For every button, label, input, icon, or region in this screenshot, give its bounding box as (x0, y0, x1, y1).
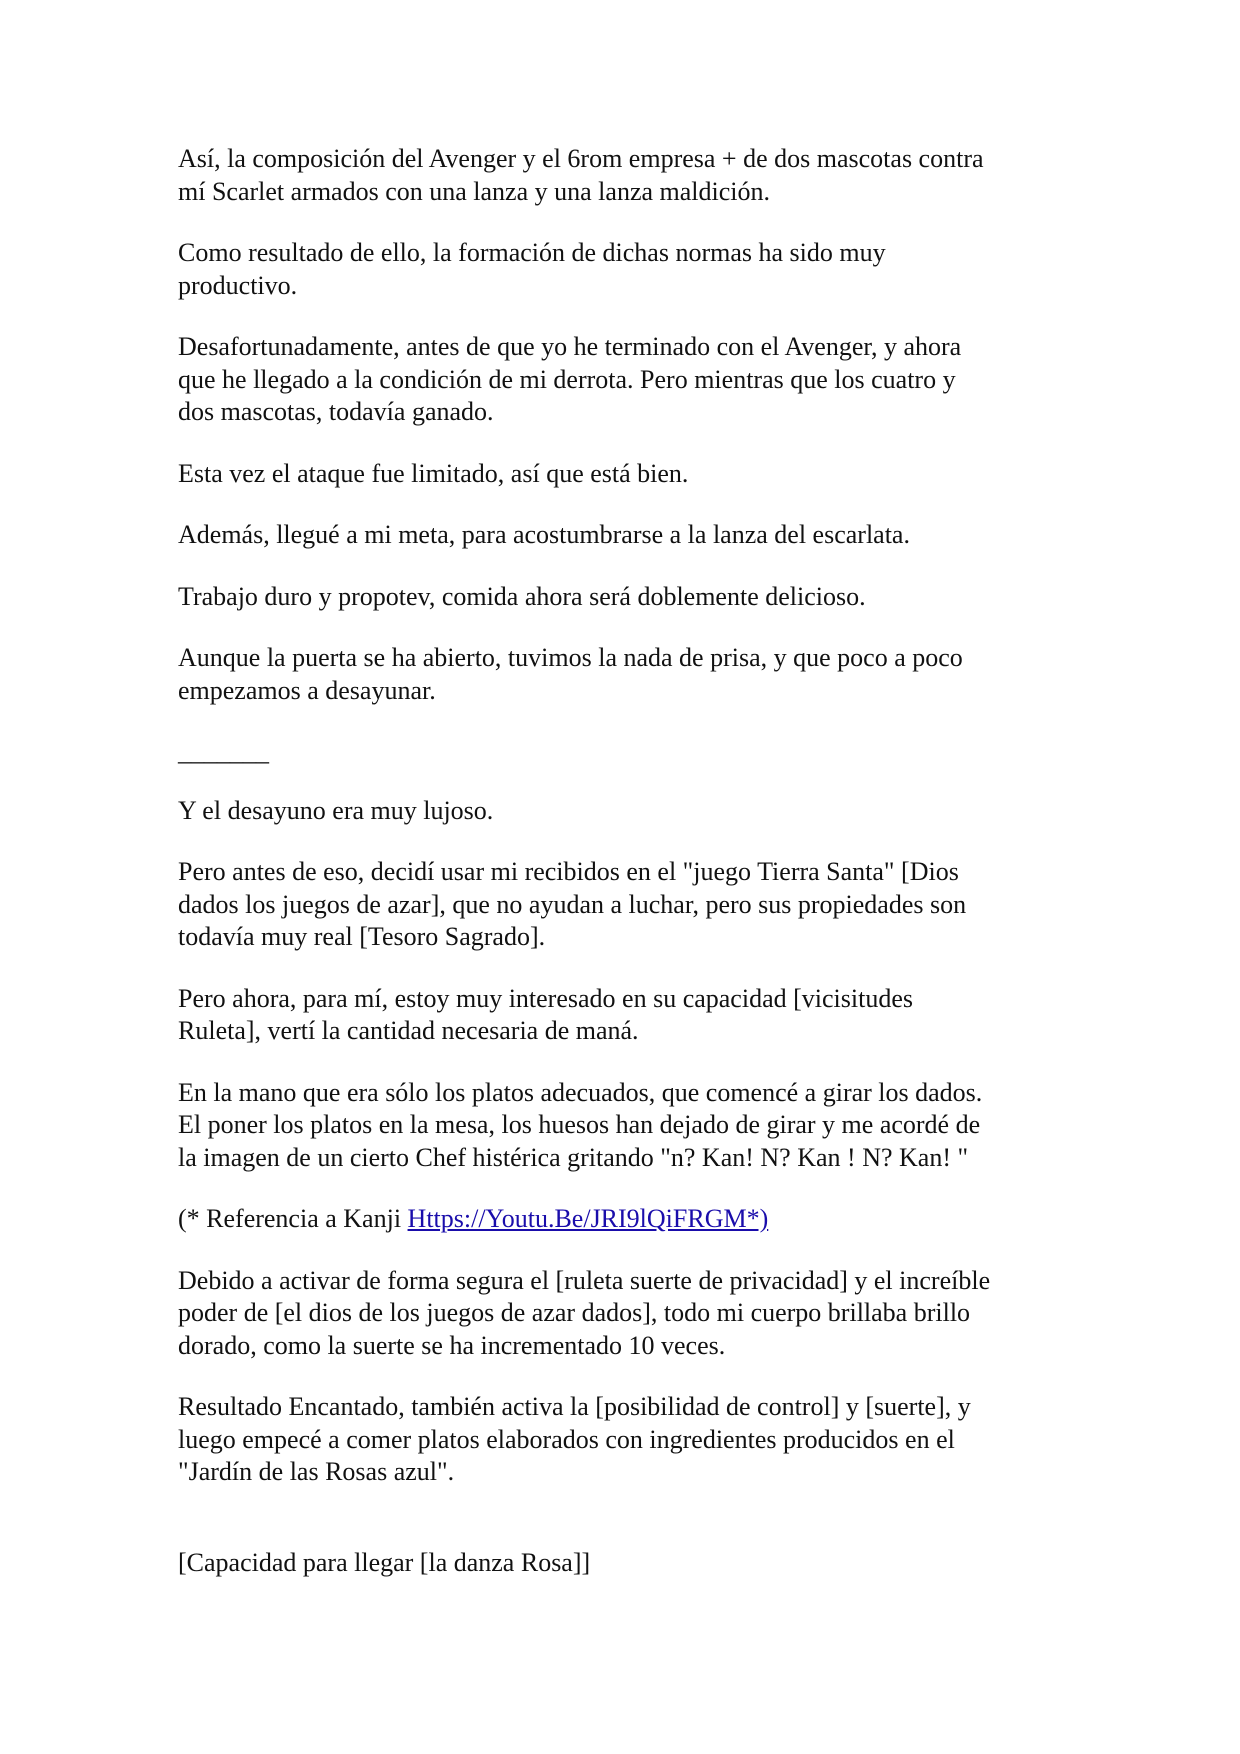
section-heading: [Capacidad para llegar [la danza Rosa]] (178, 1547, 591, 1577)
reference-prefix: (* Referencia a Kanji (178, 1204, 408, 1233)
paragraph: Debido a activar de forma segura el [ruleta suerte de privacidad] y el increíble poder de [el dios de los juegos de azar dados], todo mi cuerpo brillaba brillo dorado, como la suerte se ha incrementado 10 veces. (178, 1265, 991, 1360)
section-separator: _______ (178, 737, 269, 766)
paragraph: Pero ahora, para mí, estoy muy interesado en su capacidad [vicisitudes Ruleta], vertí la cantidad necesaria de maná. (178, 983, 913, 1045)
paragraph: Así, la composición del Avenger y el 6rom empresa + de dos mascotas contra mí Scarlet armados con una lanza y una lanza maldición. (178, 144, 984, 206)
paragraph: Desafortunadamente, antes de que yo he terminado con el Avenger, y ahora que he llegado a la condición de mi derrota. Pero mientras que los cuatro y dos mascotas, todavía ganado. (178, 332, 962, 426)
reference-link[interactable]: Https://Youtu.Be/JRI9lQiFRGM*) (407, 1204, 769, 1233)
paragraph: Esta vez el ataque fue limitado, así que está bien. (178, 458, 689, 488)
paragraph: Y el desayuno era muy lujoso. (178, 795, 494, 825)
paragraph: Aunque la puerta se ha abierto, tuvimos la nada de prisa, y que poco a poco empezamos a desayunar. (178, 643, 963, 705)
reference-line (178, 1203, 1078, 1236)
paragraph: Trabajo duro y propotev, comida ahora será doblemente delicioso. (178, 581, 866, 611)
paragraph: Pero antes de eso, decidí usar mi recibidos en el "juego Tierra Santa" [Dios dados los juegos de azar], que no ayudan a luchar, pero sus propiedades son todavía muy real [Tesoro Sagrado]. (178, 857, 967, 951)
document-body (178, 143, 1078, 1608)
paragraph: En la mano que era sólo los platos adecuados, que comencé a girar los dados. El poner los platos en la mesa, los huesos han dejado de girar y me acordé de la imagen de un cierto Chef histérica gritando "n? Kan! N? Kan ! N? Kan! " (178, 1077, 983, 1172)
paragraph: Además, llegué a mi meta, para acostumbrarse a la lanza del escarlata. (178, 520, 910, 549)
paragraph: Como resultado de ello, la formación de dichas normas ha sido muy productivo. (178, 238, 886, 300)
paragraph: Resultado Encantado, también activa la [posibilidad de control] y [suerte], y luego empecé a comer platos elaborados con ingredientes producidos en el "Jardín de las Rosas azul". (178, 1392, 971, 1486)
